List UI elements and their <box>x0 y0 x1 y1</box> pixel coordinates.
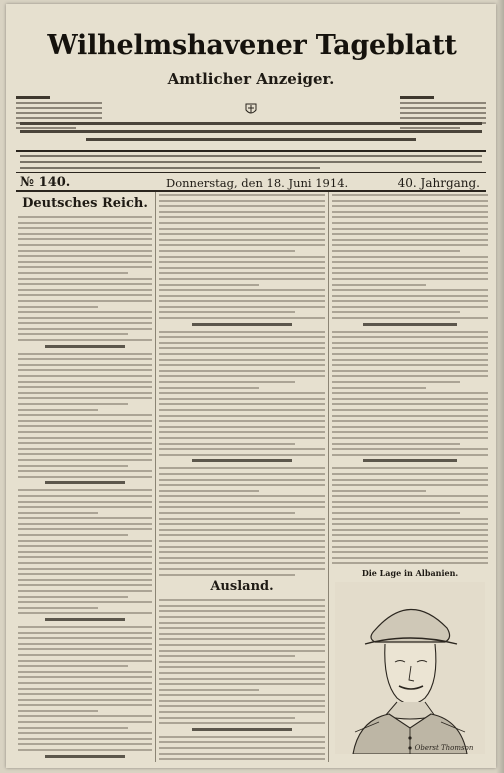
text-line <box>332 370 488 372</box>
article-subheading-mark <box>45 345 125 348</box>
text-line <box>332 216 488 218</box>
text-line <box>332 267 488 269</box>
text-line <box>332 272 488 274</box>
issue-number: № 140. <box>20 175 71 190</box>
text-line <box>159 403 325 405</box>
text-line <box>18 596 128 598</box>
column-rule <box>155 192 156 762</box>
text-line <box>332 375 488 377</box>
text-line <box>332 200 488 202</box>
text-line <box>18 688 152 690</box>
text-line <box>159 336 325 338</box>
text-line <box>332 501 488 503</box>
text-line <box>159 546 325 548</box>
text-line <box>332 448 488 450</box>
text-line <box>18 381 152 383</box>
text-line <box>159 381 295 383</box>
article-subheading-mark <box>363 323 457 326</box>
text-line <box>159 605 325 607</box>
text-line <box>159 267 325 269</box>
text-line <box>332 495 488 497</box>
text-line <box>18 556 152 558</box>
text-line <box>159 758 325 760</box>
text-line <box>332 205 488 207</box>
text-line <box>159 689 259 691</box>
text-line <box>18 612 152 614</box>
masthead-subline <box>20 122 482 125</box>
portrait-figure <box>332 582 488 760</box>
text-line <box>159 753 325 755</box>
article-subheading-mark <box>192 459 292 462</box>
text-line <box>18 255 152 257</box>
text-line <box>18 523 152 525</box>
text-line <box>18 300 152 302</box>
text-line <box>332 278 488 280</box>
text-line <box>332 250 460 252</box>
masthead-title: Wilhelmshavener Tageblatt <box>47 30 457 61</box>
text-line <box>18 665 128 667</box>
section-heading-germany: Deutsches Reich. <box>22 196 148 211</box>
text-line <box>18 704 152 706</box>
text-line <box>159 518 325 520</box>
text-line <box>159 711 325 713</box>
text-line <box>159 467 325 469</box>
notice-line <box>20 161 482 163</box>
text-line <box>18 465 128 467</box>
text-line <box>332 512 460 514</box>
notice-line <box>20 155 482 157</box>
text-line <box>18 632 152 634</box>
text-line <box>159 574 295 576</box>
text-line <box>332 484 488 486</box>
text-line <box>18 322 152 324</box>
text-line <box>159 666 325 668</box>
text-line <box>159 506 325 508</box>
text-line <box>18 607 98 609</box>
crest-icon <box>244 102 258 116</box>
text-line <box>18 517 152 519</box>
text-line <box>18 501 152 503</box>
text-line <box>332 364 488 366</box>
text-line <box>159 398 325 400</box>
text-line <box>18 727 128 729</box>
text-line <box>159 311 295 313</box>
text-line <box>159 568 325 570</box>
text-line <box>18 512 98 514</box>
column-left <box>18 194 152 762</box>
text-line <box>159 342 325 344</box>
text-line <box>159 256 325 258</box>
text-line <box>159 722 325 724</box>
text-line <box>18 749 152 751</box>
text-line <box>332 387 426 389</box>
newspaper-page <box>6 4 496 768</box>
text-line <box>18 414 152 416</box>
column-text <box>18 216 152 762</box>
text-line <box>18 671 152 673</box>
text-line <box>18 227 152 229</box>
text-line <box>18 403 128 405</box>
text-line <box>159 359 325 361</box>
issue-date: Donnerstag, den 18. Juni 1914. <box>166 176 349 190</box>
text-line <box>332 256 488 258</box>
text-line <box>18 442 152 444</box>
dateline-rule-top <box>16 172 486 173</box>
text-line <box>18 551 152 553</box>
column-text <box>332 194 488 564</box>
text-line <box>159 479 325 481</box>
text-line <box>18 584 152 586</box>
text-line <box>18 353 152 355</box>
text-line <box>18 545 152 547</box>
text-line <box>18 540 152 542</box>
text-line <box>159 672 325 674</box>
text-line <box>159 278 325 280</box>
text-line <box>18 392 152 394</box>
text-line <box>159 420 325 422</box>
text-line <box>159 529 325 531</box>
dateline-rule-bottom <box>16 190 486 192</box>
text-line <box>18 601 152 603</box>
text-line <box>18 369 152 371</box>
text-line <box>159 392 325 394</box>
text-line <box>332 467 488 469</box>
text-line <box>159 638 325 640</box>
text-line <box>332 353 488 355</box>
text-line <box>332 398 488 400</box>
text-line <box>18 579 152 581</box>
text-line <box>332 551 488 553</box>
text-line <box>159 228 325 230</box>
text-line <box>332 336 488 338</box>
article-subheading-mark <box>192 323 292 326</box>
section-heading-abroad: Ausland. <box>210 579 274 595</box>
text-line <box>18 453 152 455</box>
text-line <box>18 654 152 656</box>
text-line <box>18 573 152 575</box>
text-line <box>159 678 325 680</box>
text-line <box>332 342 488 344</box>
text-line <box>159 717 295 719</box>
text-line <box>159 443 295 445</box>
text-line <box>18 470 152 472</box>
text-line <box>18 386 152 388</box>
text-line <box>159 431 325 433</box>
text-line <box>159 306 325 308</box>
text-line <box>159 562 325 564</box>
column-right <box>332 194 488 762</box>
text-line <box>332 426 488 428</box>
text-line <box>18 682 152 684</box>
text-line <box>332 490 426 492</box>
text-line <box>18 289 152 291</box>
text-line <box>159 644 325 646</box>
text-line <box>159 409 325 411</box>
text-line <box>332 289 488 291</box>
text-line <box>332 359 488 361</box>
text-line <box>159 484 325 486</box>
text-line <box>332 228 488 230</box>
text-line <box>159 501 325 503</box>
text-line <box>332 244 488 246</box>
masthead-subline <box>20 130 482 133</box>
text-line <box>18 534 128 536</box>
text-line <box>18 637 152 639</box>
text-line <box>332 409 488 411</box>
text-line <box>332 473 488 475</box>
text-line <box>159 655 295 657</box>
text-line <box>159 741 325 743</box>
text-line <box>18 743 152 745</box>
text-line <box>18 476 152 478</box>
text-line <box>159 599 325 601</box>
text-line <box>18 699 152 701</box>
text-line <box>332 331 488 333</box>
text-line <box>332 546 488 548</box>
text-line <box>18 626 152 628</box>
text-line <box>332 529 488 531</box>
text-line <box>332 381 460 383</box>
text-line <box>332 443 460 445</box>
text-line <box>332 540 488 542</box>
text-line <box>332 222 488 224</box>
text-line <box>18 261 152 263</box>
article-subheading-mark <box>363 459 457 462</box>
text-line <box>18 506 152 508</box>
text-line <box>18 643 152 645</box>
text-line <box>332 562 488 564</box>
text-line <box>18 358 152 360</box>
text-line <box>18 568 152 570</box>
masthead-rule <box>16 150 486 152</box>
text-line <box>159 700 325 702</box>
text-line <box>332 300 488 302</box>
text-line <box>332 211 488 213</box>
text-line <box>18 437 152 439</box>
text-line <box>159 534 325 536</box>
text-line <box>18 676 152 678</box>
text-line <box>18 306 98 308</box>
text-line <box>18 311 152 313</box>
text-line <box>332 523 488 525</box>
text-line <box>159 370 325 372</box>
text-line <box>159 289 325 291</box>
column-middle <box>159 194 325 762</box>
article-subheading-mark <box>45 618 125 621</box>
text-line <box>18 528 152 530</box>
text-line <box>159 473 325 475</box>
text-line <box>18 425 152 427</box>
text-line <box>18 233 152 235</box>
text-line <box>18 562 152 564</box>
text-line <box>159 300 325 302</box>
text-line <box>159 747 325 749</box>
text-line <box>18 294 152 296</box>
text-line <box>18 448 152 450</box>
issue-volume: 40. Jahrgang. <box>397 176 480 190</box>
masthead-subtitle: Amtlicher Anzeiger. <box>167 70 335 88</box>
text-line <box>18 216 152 218</box>
text-line <box>159 295 325 297</box>
text-line <box>159 387 259 389</box>
text-line <box>159 353 325 355</box>
text-line <box>18 222 152 224</box>
text-line <box>159 222 325 224</box>
figure-caption: Die Lage in Albanien. <box>361 568 459 579</box>
text-line <box>159 661 325 663</box>
text-line <box>159 512 295 514</box>
text-line <box>18 590 152 592</box>
page-edge-shadow <box>496 0 504 773</box>
masthead-subline <box>86 138 416 141</box>
text-line <box>159 551 325 553</box>
text-line <box>18 660 152 662</box>
text-line <box>159 736 325 738</box>
text-line <box>159 244 325 246</box>
text-line <box>159 627 325 629</box>
text-line <box>159 495 325 497</box>
text-line <box>159 557 325 559</box>
text-line <box>159 523 325 525</box>
text-line <box>332 557 488 559</box>
text-line <box>332 194 488 196</box>
text-line <box>159 448 325 450</box>
text-line <box>159 200 325 202</box>
article-subheading-mark <box>192 728 292 731</box>
text-line <box>18 238 152 240</box>
text-line <box>159 233 325 235</box>
text-line <box>159 317 325 319</box>
text-line <box>18 339 152 341</box>
text-line <box>18 648 152 650</box>
portrait-image <box>335 582 485 754</box>
text-line <box>159 205 325 207</box>
text-line <box>18 272 128 274</box>
text-line <box>159 683 325 685</box>
text-line <box>18 431 152 433</box>
text-line <box>332 306 488 308</box>
text-line <box>159 705 325 707</box>
text-line <box>159 211 325 213</box>
text-line <box>159 239 325 241</box>
text-line <box>159 331 325 333</box>
text-line <box>332 403 488 405</box>
text-line <box>18 375 152 377</box>
text-line <box>159 375 325 377</box>
text-line <box>18 250 152 252</box>
text-line <box>18 710 98 712</box>
text-line <box>159 540 325 542</box>
text-line <box>159 622 325 624</box>
text-line <box>159 216 325 218</box>
text-line <box>332 420 488 422</box>
text-line <box>159 284 259 286</box>
text-line <box>332 311 460 313</box>
text-line <box>18 489 152 491</box>
text-line <box>18 693 152 695</box>
text-line <box>18 459 152 461</box>
portrait-label: Oberst Thomson <box>414 744 474 753</box>
text-line <box>18 732 152 734</box>
text-line <box>18 738 152 740</box>
column-text <box>159 599 325 762</box>
text-line <box>18 317 152 319</box>
text-line <box>18 266 152 268</box>
text-line <box>18 397 152 399</box>
text-line <box>332 392 488 394</box>
text-line <box>332 317 488 319</box>
text-line <box>159 490 259 492</box>
text-line <box>159 437 325 439</box>
text-line <box>332 261 488 263</box>
text-line <box>159 272 325 274</box>
text-line <box>159 364 325 366</box>
article-subheading-mark <box>45 481 125 484</box>
article-subheading-mark <box>45 755 125 758</box>
text-line <box>159 194 325 196</box>
text-line <box>18 244 152 246</box>
text-line <box>332 239 488 241</box>
text-line <box>332 295 488 297</box>
column-rule <box>328 192 329 762</box>
text-line <box>159 415 325 417</box>
text-line <box>18 715 152 717</box>
notice-line <box>20 167 320 169</box>
text-line <box>159 694 325 696</box>
text-line <box>159 250 295 252</box>
text-line <box>159 616 325 618</box>
text-line <box>332 454 488 456</box>
text-line <box>18 364 152 366</box>
text-line <box>332 431 488 433</box>
text-line <box>332 415 488 417</box>
text-line <box>18 420 152 422</box>
text-line <box>332 506 488 508</box>
text-line <box>159 610 325 612</box>
text-line <box>18 409 98 411</box>
text-line <box>159 426 325 428</box>
text-line <box>159 347 325 349</box>
text-line <box>332 233 488 235</box>
text-line <box>332 284 426 286</box>
text-line <box>159 261 325 263</box>
text-line <box>18 495 152 497</box>
text-line <box>18 278 152 280</box>
text-line <box>18 333 128 335</box>
text-line <box>159 650 325 652</box>
text-line <box>18 721 152 723</box>
text-line <box>18 328 152 330</box>
text-line <box>159 454 325 456</box>
text-line <box>332 479 488 481</box>
text-line <box>332 518 488 520</box>
text-line <box>332 347 488 349</box>
text-line <box>332 534 488 536</box>
column-text <box>159 194 325 576</box>
text-line <box>159 633 325 635</box>
text-line <box>332 437 488 439</box>
text-line <box>18 283 152 285</box>
